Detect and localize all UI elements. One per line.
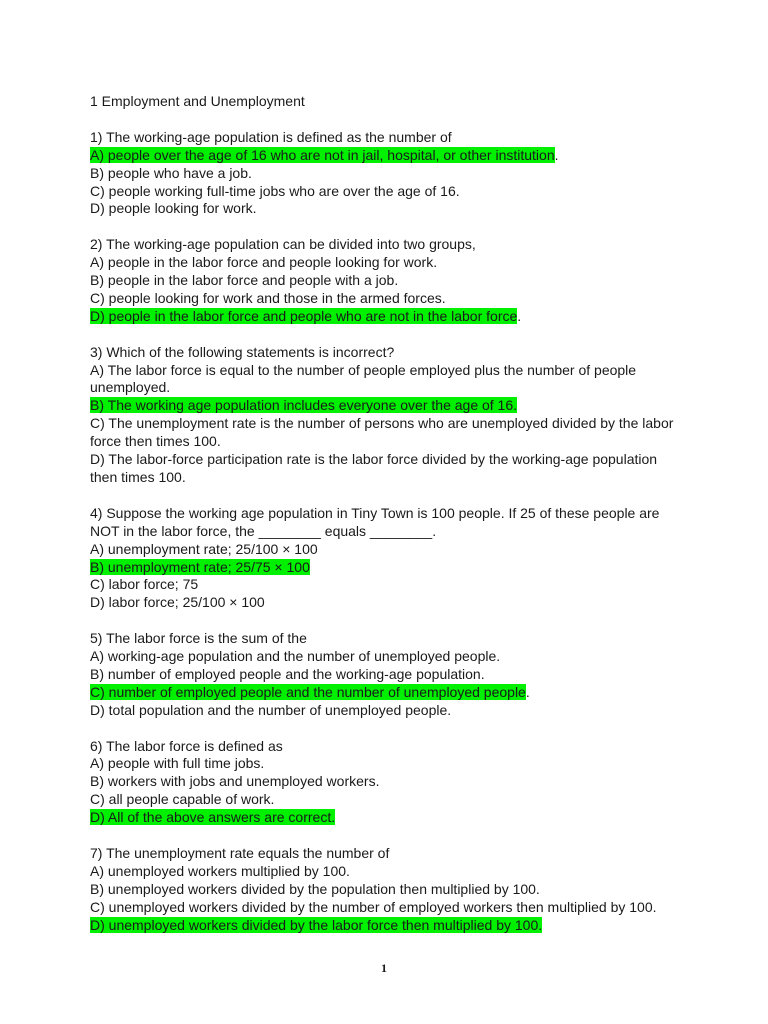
question-block bbox=[90, 129, 680, 219]
answer-option-text: A) The labor force is equal to the number of people employed plus the number of people unemployed. bbox=[90, 361, 637, 396]
answer-option bbox=[90, 702, 680, 720]
answer-option-text: A) unemployment rate; 25/100 × 100 bbox=[90, 540, 318, 557]
answer-option-text: C) unemployed workers divided by the number of employed workers then multiplied by 100. bbox=[90, 898, 657, 915]
answer-option-text: A) unemployed workers multiplied by 100. bbox=[90, 862, 350, 879]
answer-option-text: C) people looking for work and those in the armed forces. bbox=[90, 289, 446, 306]
answer-option-text: A) people with full time jobs. bbox=[90, 755, 265, 772]
question-block bbox=[90, 344, 680, 487]
answer-option bbox=[90, 415, 680, 451]
correct-answer-highlight: B) unemployment rate; 25/75 × 100 bbox=[90, 558, 310, 575]
answer-option bbox=[90, 863, 680, 881]
answer-option-text: C) labor force; 75 bbox=[90, 576, 199, 593]
answer-option bbox=[90, 666, 680, 684]
answer-option bbox=[90, 576, 680, 594]
answer-option-text: B) people who have a job. bbox=[90, 164, 252, 181]
correct-answer-highlight: D) people in the labor force and people who are not in the labor force bbox=[90, 307, 518, 324]
question-block bbox=[90, 236, 680, 326]
answer-option bbox=[90, 791, 680, 809]
page-number: 1 bbox=[381, 961, 387, 975]
answer-option-text: D) The labor-force participation rate is the labor force divided by the working-age population then times 100. bbox=[90, 451, 658, 485]
answer-option-text: B) people in the labor force and people with a job. bbox=[90, 272, 399, 289]
answer-option bbox=[90, 541, 680, 559]
answer-option bbox=[90, 594, 680, 612]
document-body bbox=[90, 93, 680, 952]
answer-option-text: D) people looking for work. bbox=[90, 200, 257, 217]
answer-option bbox=[90, 254, 680, 272]
answer-option bbox=[90, 773, 680, 791]
answer-option bbox=[90, 684, 680, 702]
question-block bbox=[90, 845, 680, 935]
question-stem: 4) Suppose the working age population in Tiny Town is 100 people. If 25 of these people are NOT in the labor force, the ________ equals ________. bbox=[90, 504, 660, 539]
answer-option-punctuation: . bbox=[525, 683, 530, 700]
answer-option bbox=[90, 755, 680, 773]
question-stem: 7) The unemployment rate equals the number of bbox=[90, 844, 390, 861]
answer-option-text: B) workers with jobs and unemployed workers. bbox=[90, 773, 380, 790]
answer-option-punctuation: . bbox=[517, 307, 522, 324]
question-stem: 6) The labor force is defined as bbox=[90, 737, 283, 754]
question-stem: 1) The working-age population is defined as the number of bbox=[90, 128, 452, 145]
answer-option bbox=[90, 809, 680, 827]
answer-option-text: C) The unemployment rate is the number of persons who are unemployed divided by the labor force then times 100. bbox=[90, 415, 674, 450]
correct-answer-highlight: B) The working age population includes everyone over the age of 16. bbox=[90, 397, 518, 414]
answer-option-text: A) people in the labor force and people looking for work. bbox=[90, 254, 438, 271]
answer-option-text: D) labor force; 25/100 × 100 bbox=[90, 594, 265, 611]
question-stem: 5) The labor force is the sum of the bbox=[90, 630, 307, 647]
answer-option bbox=[90, 147, 680, 165]
answer-option-punctuation: . bbox=[554, 146, 559, 163]
answer-option bbox=[90, 397, 680, 415]
correct-answer-highlight: A) people over the age of 16 who are not in jail, hospital, or other institution bbox=[90, 146, 555, 163]
answer-option-text: D) total population and the number of unemployed people. bbox=[90, 701, 452, 718]
answer-option-text: C) people working full-time jobs who are over the age of 16. bbox=[90, 182, 460, 199]
question-block bbox=[90, 630, 680, 720]
answer-option bbox=[90, 881, 680, 899]
correct-answer-highlight: C) number of employed people and the number of unemployed people bbox=[90, 683, 526, 700]
answer-option bbox=[90, 290, 680, 308]
answer-option bbox=[90, 308, 680, 326]
answer-option bbox=[90, 200, 680, 218]
answer-option bbox=[90, 917, 680, 935]
answer-option bbox=[90, 559, 680, 577]
correct-answer-highlight: D) All of the above answers are correct. bbox=[90, 809, 336, 826]
question-block bbox=[90, 505, 680, 612]
question-stem: 2) The working-age population can be divided into two groups, bbox=[90, 236, 476, 253]
answer-option-text: B) number of employed people and the working-age population. bbox=[90, 665, 485, 682]
answer-option-text: A) working-age population and the number of unemployed people. bbox=[90, 648, 501, 665]
answer-option bbox=[90, 899, 680, 917]
question-block bbox=[90, 738, 680, 828]
answer-option-text: B) unemployed workers divided by the population then multiplied by 100. bbox=[90, 880, 540, 897]
answer-option bbox=[90, 362, 680, 398]
question-list bbox=[90, 129, 680, 935]
question-stem: 3) Which of the following statements is incorrect? bbox=[90, 343, 395, 360]
answer-option bbox=[90, 183, 680, 201]
answer-option bbox=[90, 165, 680, 183]
answer-option-text: C) all people capable of work. bbox=[90, 791, 275, 808]
answer-option bbox=[90, 451, 680, 487]
answer-option bbox=[90, 648, 680, 666]
correct-answer-highlight: D) unemployed workers divided by the labor force then multiplied by 100. bbox=[90, 916, 543, 933]
section-title: 1 Employment and Unemployment bbox=[90, 93, 305, 109]
answer-option bbox=[90, 272, 680, 290]
